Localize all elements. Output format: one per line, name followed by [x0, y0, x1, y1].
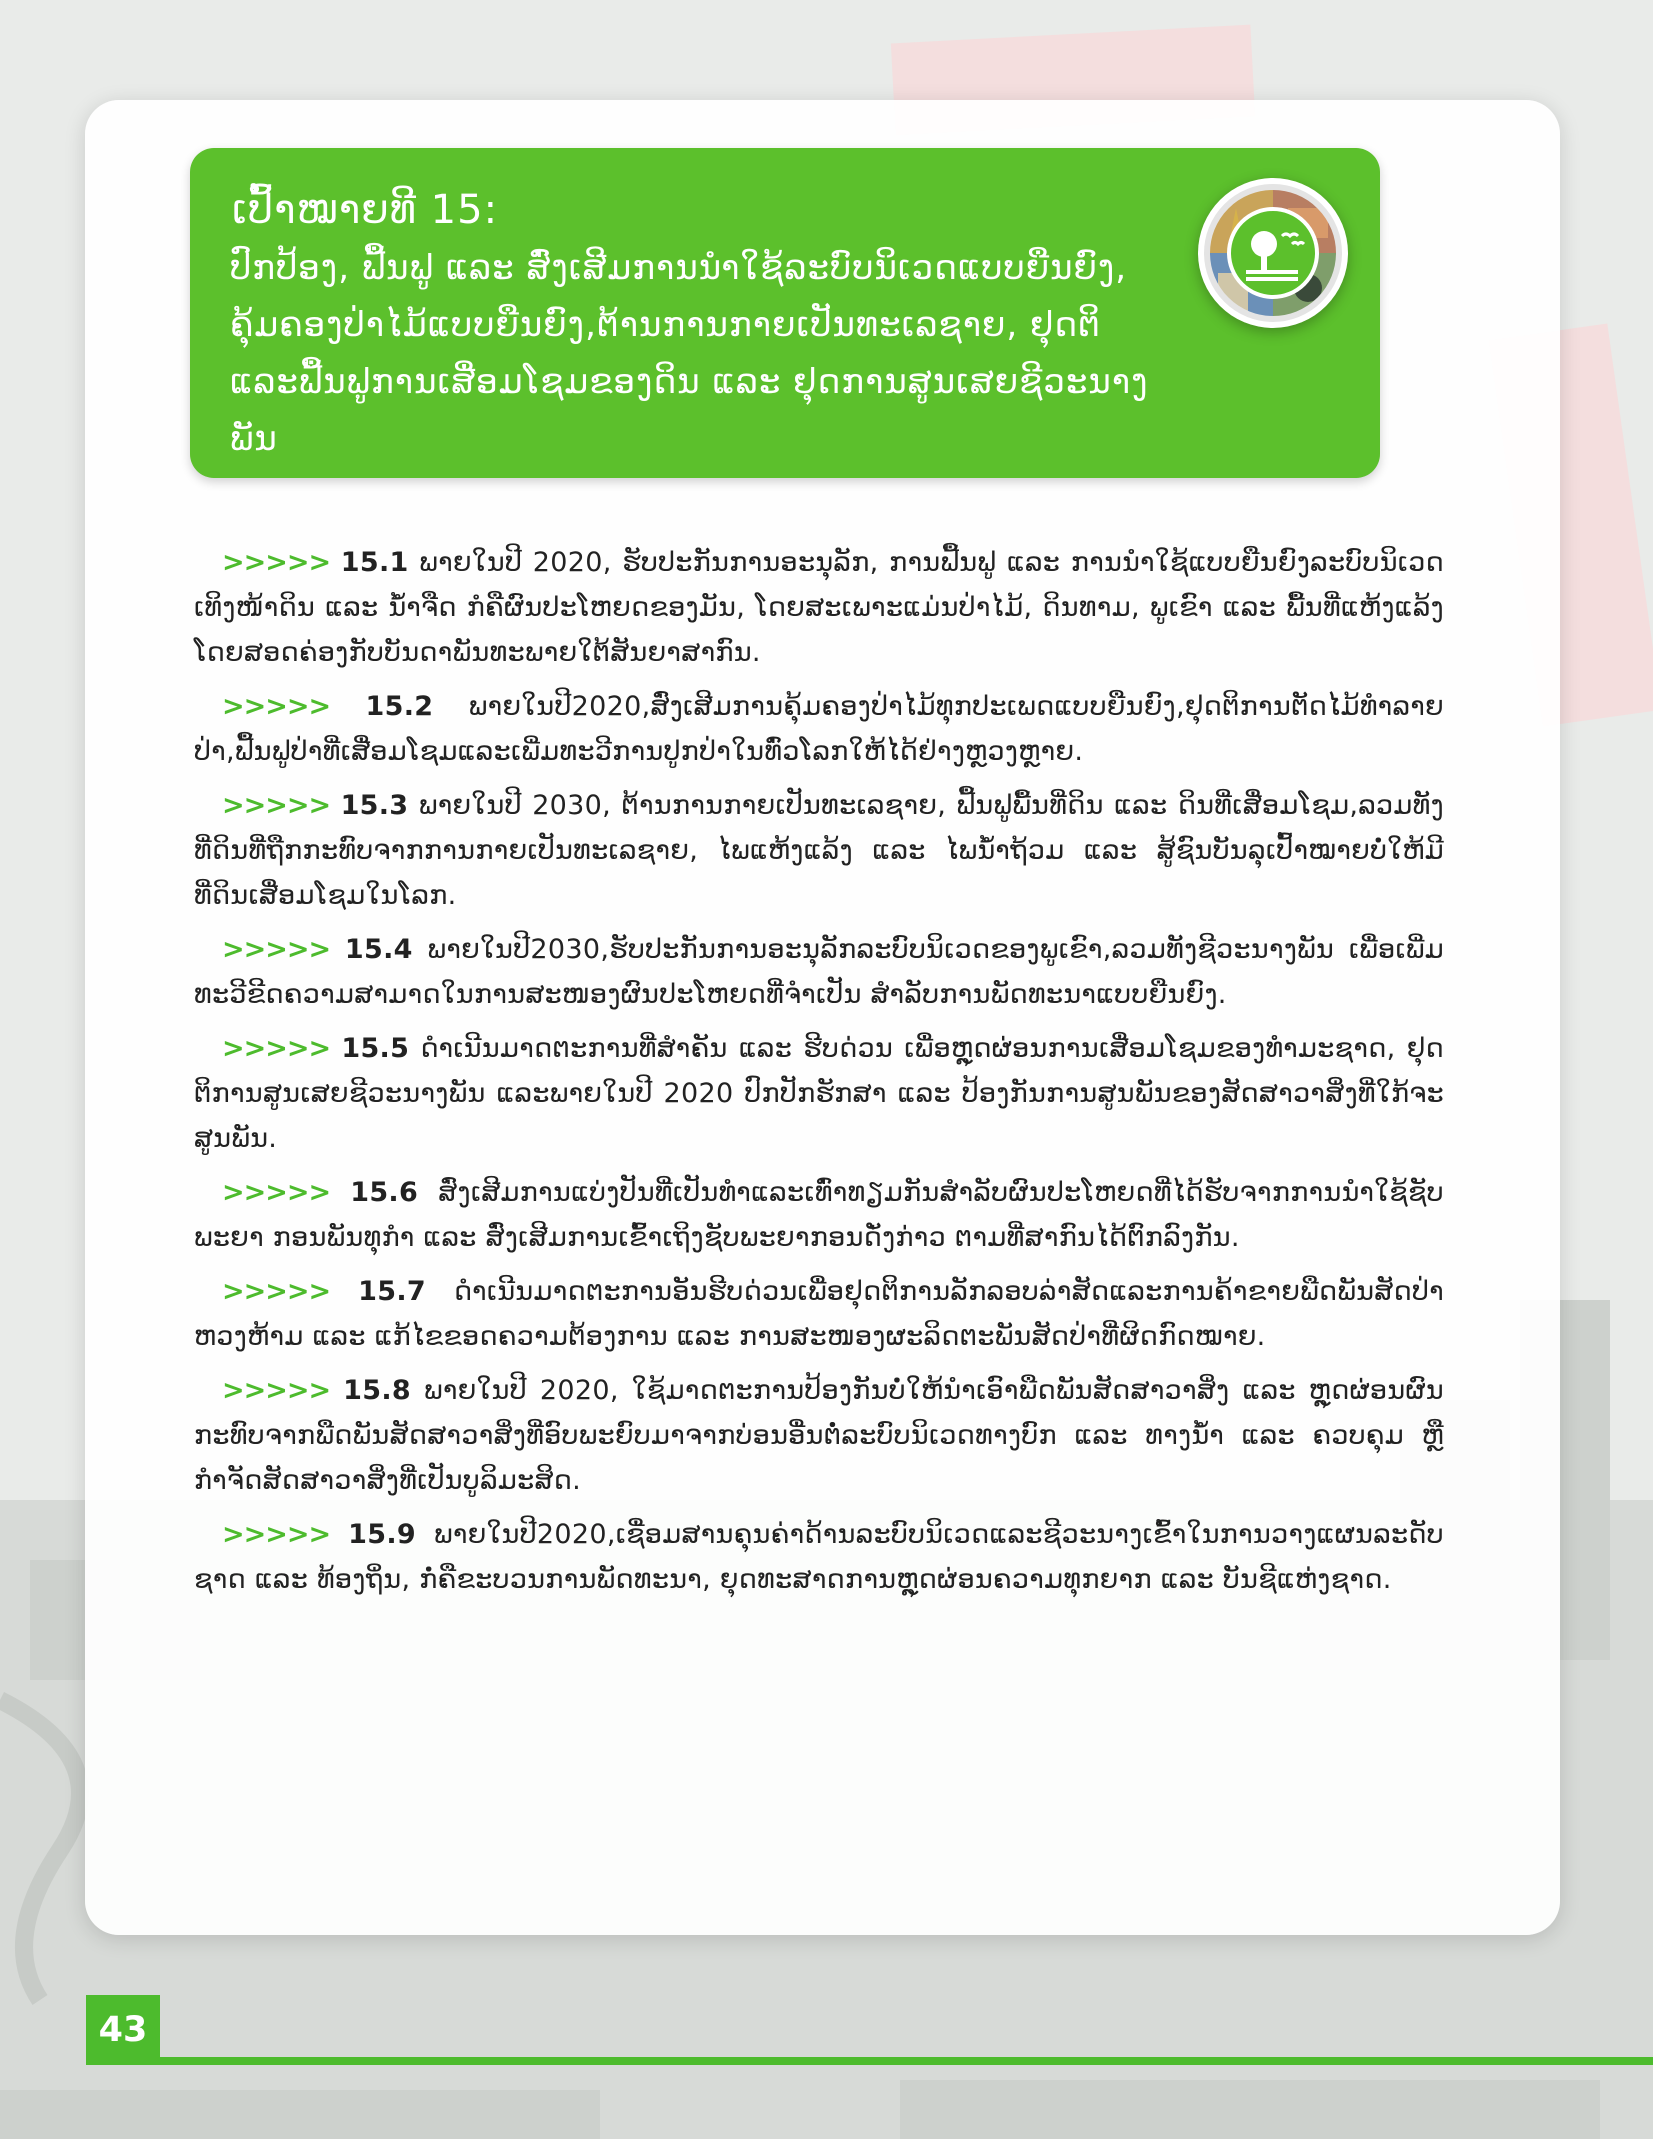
- target-marker: >>>>>: [222, 691, 331, 722]
- goal-title: ເປົ້າໝາຍທີ 15:: [232, 187, 499, 233]
- target-15-1: [194, 540, 1444, 675]
- target-number: 15.8: [343, 1375, 411, 1406]
- targets-list: [194, 540, 1444, 1611]
- target-marker: >>>>>: [222, 790, 331, 821]
- target-number: 15.2: [365, 691, 434, 722]
- target-text: ພາຍໃນປີ2020,ສົ່ງເສີມການຄຸ້ມຄອງປ່າໄມ້ທຸກປະເພດແບບຍືນຍົງ,ຢຸດຕິການຕັດໄມ້ທຳລາຍປ່າ,ຟື້ນຟູປ່າທີ່ເສື່ອມໂຊມແລະເພີ່ມທະວີການປູກປ່າໃນທົ່ວໂລກໃຫ້ໄດ້ຢ່າງຫຼວງຫຼາຍ.: [194, 691, 1444, 767]
- target-marker: >>>>>: [222, 547, 331, 578]
- target-15-5: [194, 1026, 1444, 1161]
- goal-subtitle: ປົກປ້ອງ, ຟື້ນຟູ ແລະ ສົ່ງເສີມການນຳໃຊ້ລະບົບນິເວດແບບຍືນຍົງ, ຄຸ້ມຄອງປ່າໄມ້ແບບຍືນຍົງ,ຕ້ານການກາຍເປັນທະເລຊາຍ, ຢຸດຕິ ແລະຟື້ນຟູການເສື່ອມໂຊມຂອງດິນ ແລະ ຢຸດການສູນເສຍຊີວະນາງພັນ: [230, 248, 1149, 459]
- page-number: 43: [86, 1995, 160, 2065]
- target-15-3: [194, 783, 1444, 918]
- target-15-6: [194, 1170, 1444, 1260]
- footer-rule: [160, 2057, 1653, 2065]
- target-text: ດຳເນີນມາດຕະການທີ່ສຳຄັນ ແລະ ຮີບດ່ວນ ເພື່ອຫຼຸດຜ່ອນການເສື່ອມໂຊມຂອງທຳມະຊາດ, ຢຸດຕິການສູນເສຍຊີວະນາງພັນ ແລະພາຍໃນປີ 2020 ປົກປັກຮັກສາ ແລະ ປ້ອງກັນການສູນພັນຂອງສັດສາວາສິ່ງທີ່ໃກ້ຈະສູນພັນ.: [194, 1033, 1445, 1154]
- target-number: 15.3: [340, 790, 409, 821]
- target-marker: >>>>>: [222, 1033, 331, 1064]
- target-number: 15.9: [348, 1519, 416, 1550]
- target-text: ພາຍໃນປີ2020,ເຊື່ອມສານຄຸນຄ່າດ້ານລະບົບນິເວດແລະຊີວະນາງເຂົ້າໃນການວາງແຜນລະດັບຊາດ ແລະ ທ້ອງຖິ່ນ, ກໍ່ຄືຂະບວນການພັດທະນາ, ຍຸດທະສາດການຫຼຸດຜ່ອນຄວາມທຸກຍາກ ແລະ ບັນຊີແຫ່ງຊາດ.: [194, 1519, 1444, 1595]
- target-number: 15.7: [358, 1276, 426, 1307]
- target-number: 15.5: [341, 1033, 410, 1064]
- target-15-8: [194, 1368, 1444, 1503]
- target-text: ພາຍໃນປີ2030,ຮັບປະກັນການອະນຸລັກລະບົບນິເວດຂອງພູເຂົາ,ລວມທັງຊີວະນາງພັນ ເພື່ອເພີ່ມທະວີຂີດຄວາມສາມາດໃນການສະໜອງຜົນປະໂຫຍດທີ່ຈຳເປັນ ສຳລັບການພັດທະນາແບບຍືນຍົງ.: [194, 934, 1445, 1010]
- target-15-9: [194, 1512, 1444, 1602]
- target-text: ພາຍໃນປີ 2020, ໃຊ້ມາດຕະການປ້ອງກັນບໍ່ໃຫ້ນຳເອົາພືດພັນສັດສາວາສິ່ງ ແລະ ຫຼຸດຜ່ອນຜົນກະທົບຈາກພືດພັນສັດສາວາສິ່ງທີ່ອົບພະຍົບມາຈາກບ່ອນອື່ນຕໍ່ລະບົບນິເວດທາງບົກ ແລະ ທາງນ້ຳ ແລະ ຄວບຄຸມ ຫຼື ກຳຈັດສັດສາວາສິ່ງທີ່ເປັນບູລິມະສິດ.: [194, 1375, 1444, 1496]
- target-marker: >>>>>: [222, 934, 331, 965]
- target-number: 15.4: [344, 934, 413, 965]
- goal-emblem: [1198, 178, 1348, 328]
- target-text: ພາຍໃນປີ 2030, ຕ້ານການກາຍເປັນທະເລຊາຍ, ຟື້ນຟູພື້ນທີ່ດິນ ແລະ ດິນທີ່ເສື່ອມໂຊມ,ລວມທັງທີ່ດິນທີ່ຖືກກະທົບຈາກການກາຍເປັນທະເລຊາຍ, ໄພແຫ້ງແລ້ງ ແລະ ໄພນ້ຳຖ້ວມ ແລະ ສູ້ຊົນບັນລຸເປົ້າໝາຍບໍ່ໃຫ້ມີທີ່ດິນເສື່ອມໂຊມໃນໂລກ.: [194, 790, 1444, 911]
- tree-and-birds-icon: [1198, 178, 1348, 328]
- target-marker: >>>>>: [222, 1276, 331, 1307]
- target-15-7: [194, 1269, 1444, 1359]
- target-text: ສົ່ງເສີມການແບ່ງປັນທີ່ເປັນທຳແລະເທົ່າທຽມກັນສຳລັບຜົນປະໂຫຍດທີ່ໄດ້ຮັບຈາກການນຳໃຊ້ຊັບພະຍາ ກອນພັນທຸກຳ ແລະ ສົ່ງເສີມການເຂົ້າເຖິງຊັບພະຍາກອນດັ່ງກ່າວ ຕາມທີ່ສາກົນໄດ້ຕົກລົງກັນ.: [194, 1177, 1444, 1253]
- target-15-4: [194, 927, 1444, 1017]
- target-number: 15.1: [340, 547, 409, 578]
- target-marker: >>>>>: [222, 1519, 331, 1550]
- target-text: ພາຍໃນປີ 2020, ຮັບປະກັນການອະນຸລັກ, ການຟື້ນຟູ ແລະ ການນຳໃຊ້ແບບຍືນຍົງລະບົບນິເວດເທິງໜ້າດິນ ແລະ ນ້ຳຈືດ ກໍຄືຜົນປະໂຫຍດຂອງມັນ, ໂດຍສະເພາະແມ່ນປ່າໄມ້, ດິນທາມ, ພູເຂົາ ແລະ ພື້ນທີ່ແຫ້ງແລ້ງ ໂດຍສອດຄ່ອງກັບບັນດາພັນທະພາຍໃຕ້ສັນຍາສາກົນ.: [194, 547, 1444, 668]
- target-15-2: [194, 684, 1444, 774]
- target-text: ດຳເນີນມາດຕະການອັນຮີບດ່ວນເພື່ອຢຸດຕິການລັກລອບລ່າສັດແລະການຄ້າຂາຍພືດພັນສັດປ່າຫວງຫ້າມ ແລະ ແກ້ໄຂຂອດຄວາມຕ້ອງການ ແລະ ການສະໜອງຜະລິດຕະພັນສັດປ່າທີ່ຜິດກົດໝາຍ.: [194, 1276, 1444, 1352]
- target-number: 15.6: [350, 1177, 419, 1208]
- target-marker: >>>>>: [222, 1375, 331, 1406]
- target-marker: >>>>>: [222, 1177, 331, 1208]
